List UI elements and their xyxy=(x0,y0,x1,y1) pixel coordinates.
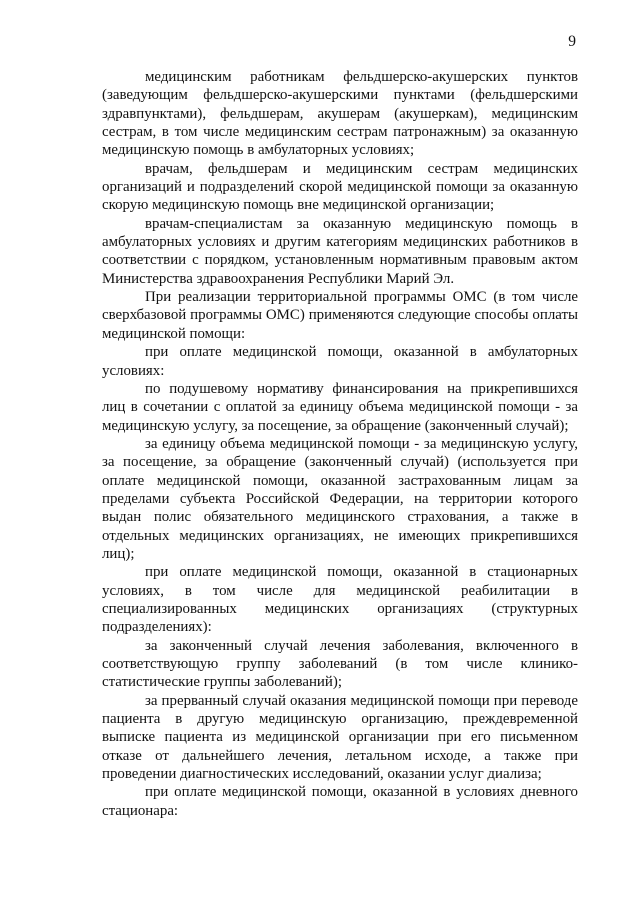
paragraph: за прерванный случай оказания медицинской помощи при переводе пациента в другую медицинскую организацию, преждевременной выписке пациента из медицинской организации при его письменном отказе от дальнейшего лечения, летальном исходе, а также при проведении диагностических исследований, оказании услуг диализа; xyxy=(102,692,578,783)
paragraph: врачам-специалистам за оказанную медицинскую помощь в амбулаторных условиях и другим категориям медицинских работников в соответствии с порядком, установленным нормативным правовым актом Министерства здравоохранения Республики Марий Эл. xyxy=(102,215,578,287)
document-body xyxy=(102,68,578,820)
paragraph: за единицу объема медицинской помощи - за медицинскую услугу, за посещение, за обращение (законченный случай) (используется при оплате медицинской помощи, оказанной застрахованным лицам за пределами субъекта Российской Федерации, на территории которого выдан полис обязательного медицинского страхования, а также в отдельных медицинских организациях, не имеющих прикрепившихся лиц); xyxy=(102,435,578,562)
page-number: 9 xyxy=(568,33,576,50)
paragraph: при оплате медицинской помощи, оказанной в условиях дневного стационара: xyxy=(102,784,578,819)
paragraph: при оплате медицинской помощи, оказанной в стационарных условиях, в том числе для медицинской реабилитации в специализированных медицинских организациях (структурных подразделениях): xyxy=(102,564,578,636)
paragraph: При реализации территориальной программы ОМС (в том числе сверхбазовой программы ОМС) применяются следующие способы оплаты медицинской помощи: xyxy=(102,289,578,342)
paragraph: по подушевому нормативу финансирования на прикрепившихся лиц в сочетании с оплатой за единицу объема медицинской помощи - за медицинскую услугу, за посещение, за обращение (законченный случай); xyxy=(102,380,578,434)
paragraph: за законченный случай лечения заболевания, включенного в соответствующую группу заболеваний (в том числе клинико-статистические группы заболеваний); xyxy=(102,637,578,691)
paragraph: врачам, фельдшерам и медицинским сестрам медицинских организаций и подразделений скорой медицинской помощи за оказанную скорую медицинскую помощь вне медицинской организации; xyxy=(102,160,578,214)
paragraph: при оплате медицинской помощи, оказанной в амбулаторных условиях: xyxy=(102,344,578,379)
paragraph: медицинским работникам фельдшерско-акушерских пунктов (заведующим фельдшерско-акушерскими пунктами (фельдшерскими здравпунктами), фельдшерам, акушерам (акушеркам), медицинским сестрам, в том числе медицинским сестрам патронажным) за оказанную медицинскую помощь в амбулаторных условиях; xyxy=(102,69,578,159)
